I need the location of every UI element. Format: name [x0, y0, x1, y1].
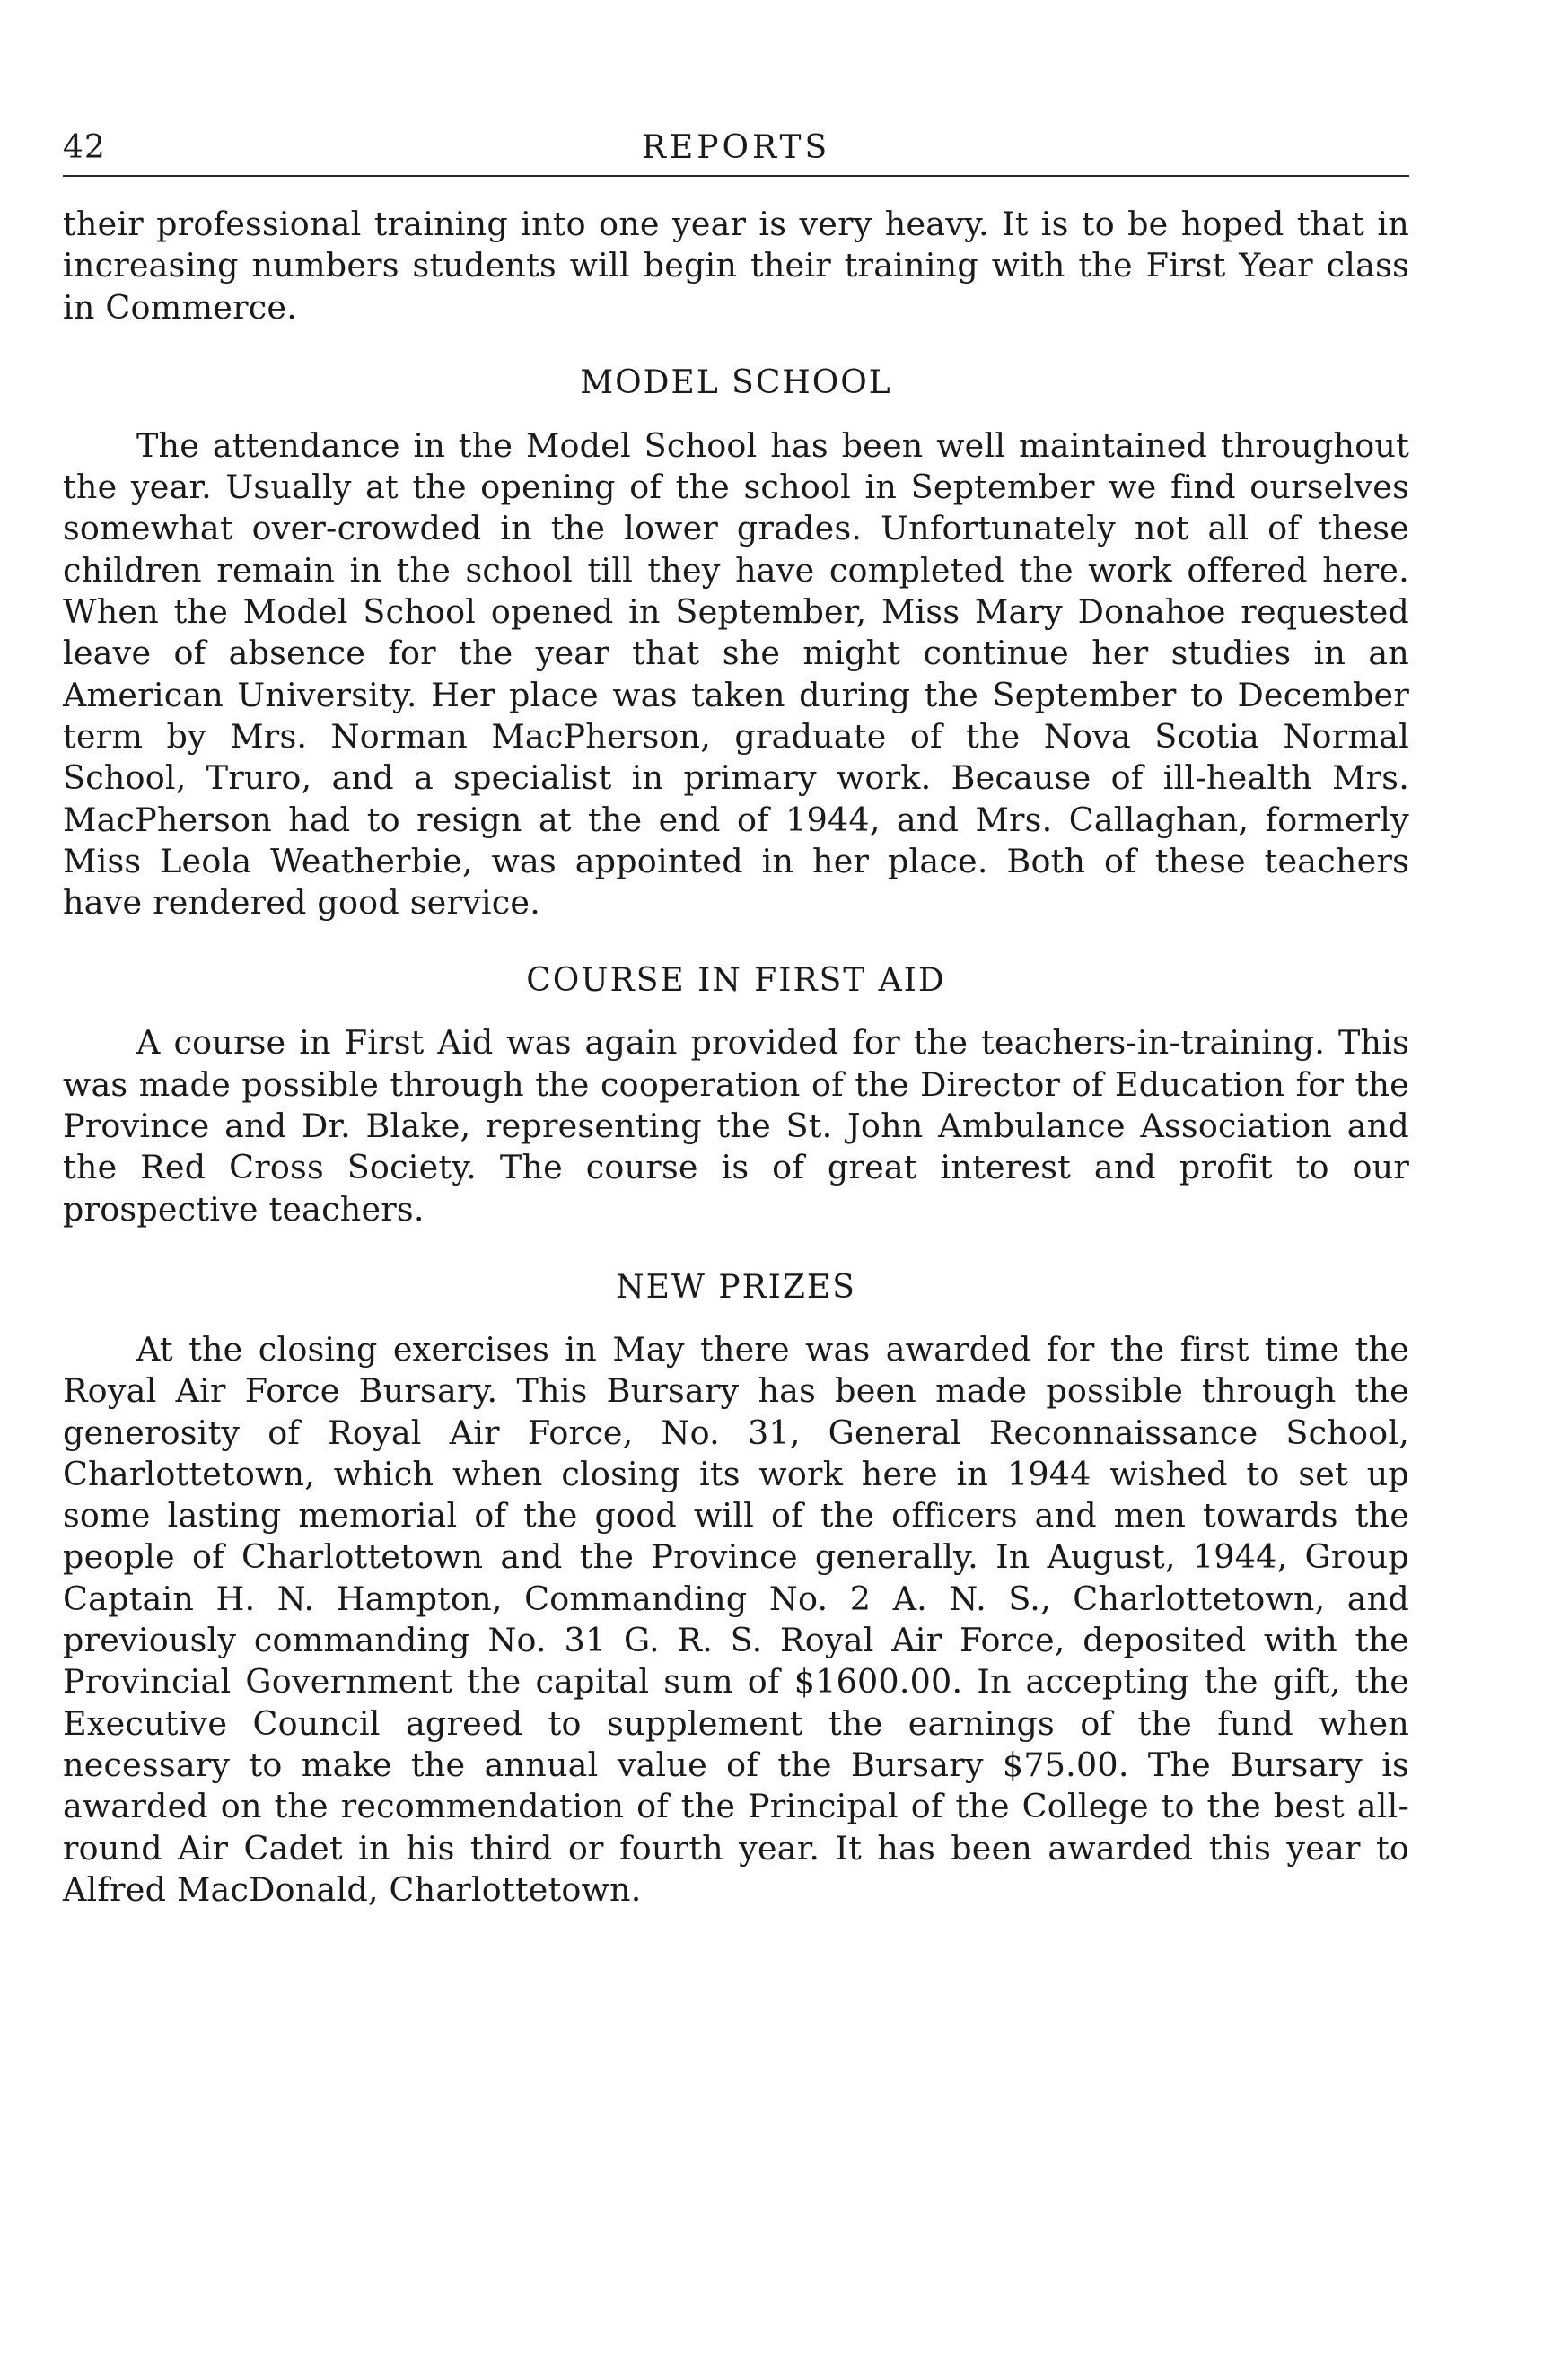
- document-page: [63, 121, 1409, 1911]
- page-number: 42: [63, 129, 106, 166]
- running-head: [63, 121, 1409, 177]
- section-body-new-prizes: At the closing exercises in May there was awarded for the first time the Royal Air Force Bursary. This Bursary has been made possible through the generosity of Royal Air Force, No. 31, General Reconnaissance School, Charlottetown, which when closing its work here in 1944 wished to set up some lasting memorial of the good will of the officers and men towards the people of Charlottetown and the Province generally. In August, 1944, Group Captain H. N. Hampton, Commanding No. 2 A. N. S., Charlottetown, and previously commanding No. 31 G. R. S. Royal Air Force, deposited with the Provincial Government the capital sum of $1600.00. In accepting the gift, the Executive Council agreed to supplement the earnings of the fund when necessary to make the annual value of the Bursary $75.00. The Bursary is awarded on the recommendation of the Principal of the College to the best all-round Air Cadet in his third or fourth year. It has been awarded this year to Alfred MacDonald, Charlottetown.: [63, 1329, 1409, 1909]
- section-body-first-aid: A course in First Aid was again provided for the teachers-in-training. This was made possible through the cooperation of the Director of Education for the Province and Dr. Blake, representing the St. John Ambulance Association and the Red Cross Society. The course is of great interest and profit to our prospective teachers.: [63, 1023, 1409, 1229]
- running-title: REPORTS: [641, 129, 831, 166]
- section-body-model-school: The attendance in the Model School has been well maintained throughout the year. Usually at the opening of the school in September we find ourselves somewhat over-crowded in the lower grades. Unfortunately not all of these children remain in the school till they have completed the work offered here. When the Model School opened in September, Miss Mary Donahoe requested leave of absence for the year that she might continue her studies in an American University. Her place was taken during the September to December term by Mrs. Norman MacPherson, graduate of the Nova Scotia Normal School, Truro, and a specialist in primary work. Because of ill-health Mrs. MacPherson had to resign at the end of 1944, and Mrs. Callaghan, formerly Miss Leola Weatherbie, was appointed in her place. Both of these teachers have rendered good service.: [63, 425, 1409, 923]
- intro-paragraph: their professional training into one year is very heavy. It is to be hoped that in increasing numbers students will begin their training with the First Year class in Commerce.: [63, 205, 1409, 327]
- section-heading-new-prizes: NEW PRIZES: [616, 1268, 856, 1306]
- section-heading-first-aid: COURSE IN FIRST AID: [526, 962, 946, 1000]
- section-heading-model-school: MODEL SCHOOL: [580, 363, 892, 401]
